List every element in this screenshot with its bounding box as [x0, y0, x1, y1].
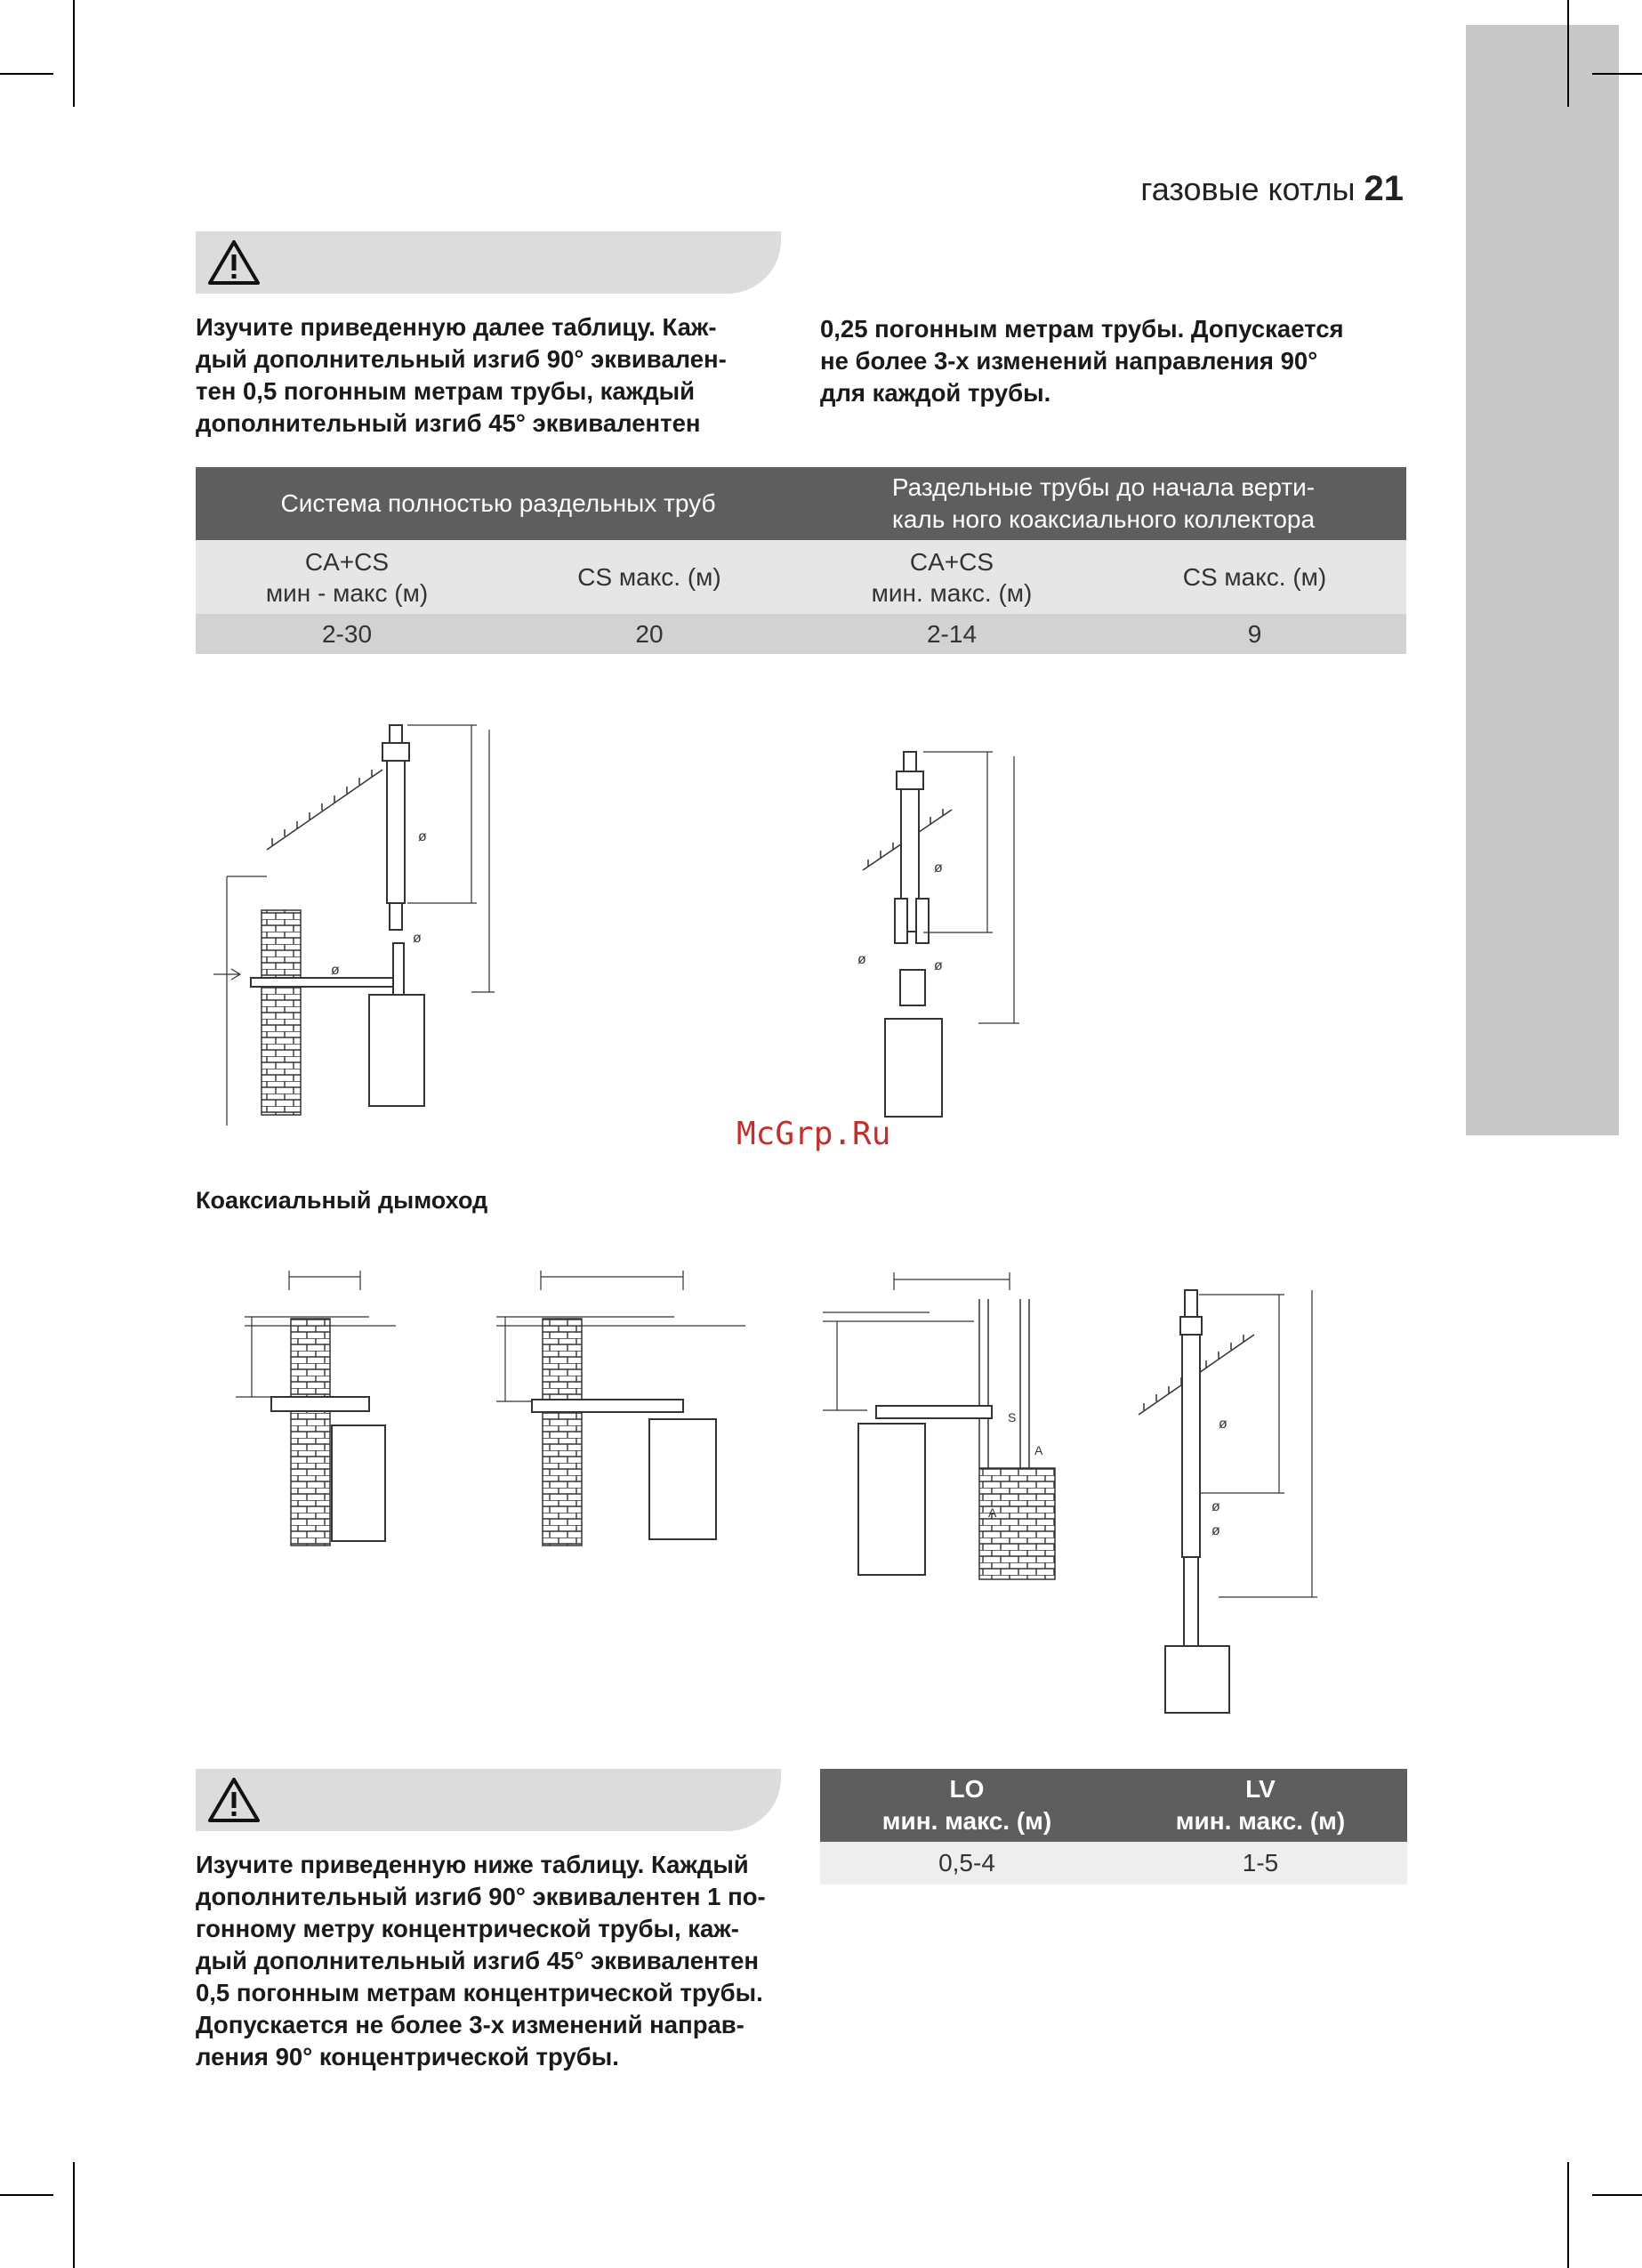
label-a: A — [988, 1505, 997, 1520]
text-line: дополнительный изгиб 45° эквивалентен — [196, 409, 701, 437]
diameter-label: ø — [934, 860, 943, 876]
column-header — [801, 540, 1103, 614]
text-line: Изучите приведенную ниже таблицу. Каждый — [196, 1851, 749, 1878]
diameter-label: ø — [1219, 1416, 1227, 1432]
header-line: CA+CS — [304, 547, 390, 576]
column-header — [1114, 1769, 1407, 1842]
column-header: CS макс. (м) — [1103, 540, 1406, 614]
header-line: Раздельные трубы до начала верти- — [891, 473, 1316, 501]
header-line: LV — [1245, 1775, 1276, 1803]
table-cell: 2-14 — [801, 614, 1103, 654]
crop-mark — [1567, 2162, 1569, 2268]
text-line: дополнительный изгиб 90° эквивалентен 1 по- — [196, 1883, 766, 1910]
crop-mark — [1567, 0, 1569, 107]
text-line: дый дополнительный изгиб 90° эквивален- — [196, 345, 727, 373]
text-line: дый дополнительный изгиб 45° эквивалентен — [196, 1947, 759, 1974]
column-header — [196, 540, 498, 614]
separate-pipes-diagram-2 — [845, 739, 1058, 1121]
diameter-label: ø — [1211, 1523, 1220, 1538]
text-line: Допускается не более 3-х изменений направ- — [196, 2011, 745, 2038]
table-cell: 20 — [498, 614, 801, 654]
warning-text-col2 — [820, 313, 1425, 409]
table-cell: 1-5 — [1114, 1842, 1407, 1885]
crop-mark — [73, 2162, 75, 2268]
table-cell: 9 — [1103, 614, 1406, 654]
text-line: для каждой трубы. — [820, 379, 1051, 407]
section-title: Коаксиальный дымоход — [196, 1187, 488, 1214]
coaxial-diagram-4 — [1130, 1272, 1334, 1717]
warning-triangle-icon — [206, 238, 262, 287]
crop-mark — [0, 2194, 53, 2196]
text-line: 0,25 погонным метрам трубы. Допускается — [820, 315, 1344, 343]
warning-banner — [196, 231, 781, 294]
table-cell: 0,5-4 — [820, 1842, 1114, 1885]
label-s: S — [1008, 1410, 1017, 1425]
diameter-label: ø — [934, 958, 943, 973]
coaxial-diagram-3 — [823, 1263, 1063, 1584]
diameter-label: ø — [418, 829, 427, 844]
column-header — [820, 1769, 1114, 1842]
header-line: мин. макс. (м) — [881, 1807, 1052, 1835]
text-line: ления 90° концентрической трубы. — [196, 2043, 619, 2070]
page-header — [1140, 169, 1404, 209]
column-header: CS макс. (м) — [498, 540, 801, 614]
diameter-label: ø — [413, 931, 422, 946]
text-line: тен 0,5 погонным метрам трубы, каждый — [196, 377, 696, 405]
warning-text-2 — [196, 1849, 801, 2073]
header-line: мин. макс. (м) — [1175, 1807, 1346, 1835]
coaxial-diagram-2 — [496, 1263, 754, 1548]
header-title: газовые котлы — [1140, 171, 1356, 207]
page-number: 21 — [1364, 169, 1404, 208]
header-line: CA+CS — [909, 547, 994, 576]
warning-banner — [196, 1769, 781, 1831]
header-line: мин. макс. (м) — [871, 578, 1033, 607]
text-line: 0,5 погонным метрам концентрической трубы. — [196, 1979, 763, 2006]
header-line: каль ного коаксиального коллектора — [891, 505, 1316, 533]
header-line: мин - макс (м) — [265, 578, 429, 607]
coaxial-diagram-1 — [236, 1263, 414, 1548]
label-a: A — [1034, 1443, 1043, 1457]
header-line: LO — [949, 1775, 985, 1803]
text-line: не более 3-х изменений направления 90° — [820, 347, 1318, 375]
table-group-header: Система полностью раздельных труб — [196, 467, 801, 540]
coaxial-length-table — [820, 1769, 1407, 1885]
table-group-header — [801, 467, 1406, 540]
crop-mark — [73, 0, 75, 107]
diameter-label: ø — [1211, 1499, 1220, 1514]
crop-mark — [0, 73, 53, 75]
watermark: McGrp.Ru — [736, 1116, 891, 1152]
crop-mark — [1592, 73, 1642, 75]
warning-text-col1 — [196, 311, 783, 440]
crop-mark — [1592, 2194, 1642, 2196]
text-line: Изучите приведенную далее таблицу. Каж- — [196, 313, 717, 341]
diameter-label: ø — [331, 963, 340, 978]
flue-length-table — [196, 467, 1406, 654]
diameter-label: ø — [857, 952, 866, 967]
table-cell: 2-30 — [196, 614, 498, 654]
side-tab — [1466, 25, 1619, 1135]
text-line: гонному метру концентрической трубы, каж- — [196, 1915, 739, 1942]
separate-pipes-diagram-1 — [205, 707, 516, 1126]
warning-triangle-icon — [206, 1776, 262, 1824]
